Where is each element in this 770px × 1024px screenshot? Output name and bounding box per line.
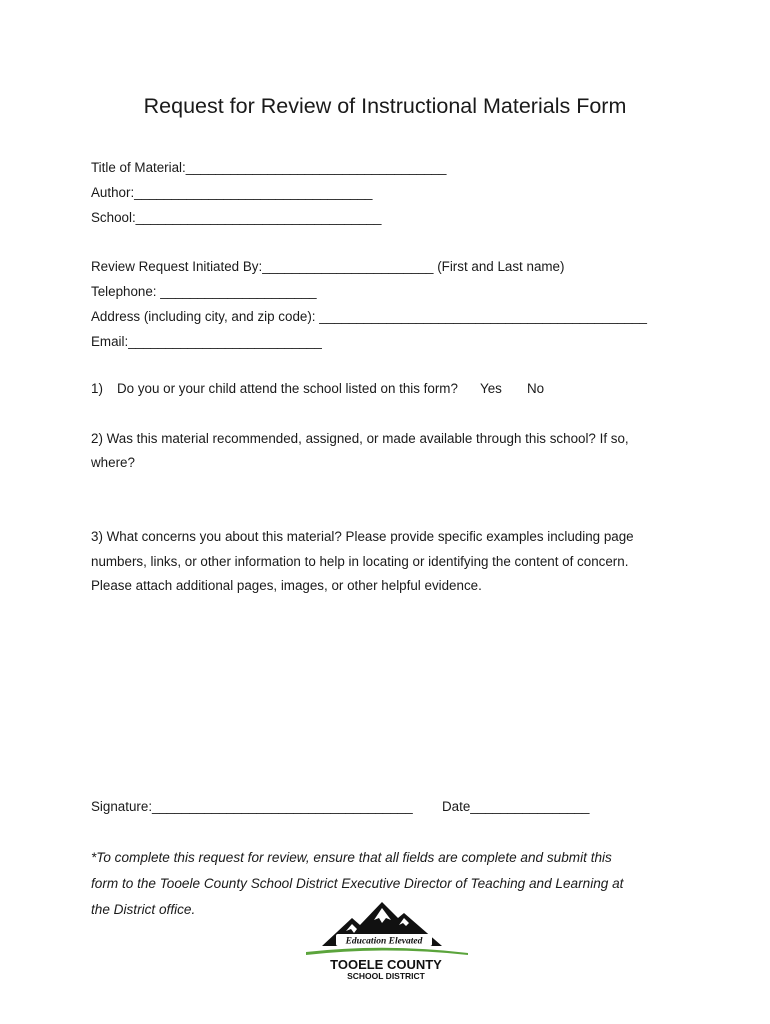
instructions-line-1: *To complete this request for review, ensure that all fields are complete and submit this: [91, 850, 612, 865]
logo-name-line-1: TOOELE COUNTY: [330, 957, 442, 972]
instructions-line-3: the District office.: [91, 902, 196, 917]
title-of-material-field[interactable]: Title of Material:___________________________________: [91, 160, 447, 175]
question-1-number: 1): [91, 381, 103, 396]
telephone-field[interactable]: Telephone: _____________________: [91, 284, 317, 299]
date-field[interactable]: Date________________: [442, 799, 590, 814]
signature-field[interactable]: Signature:___________________________________: [91, 799, 413, 814]
district-logo: [300, 898, 472, 984]
logo-tagline: Education Elevated: [345, 936, 423, 947]
page-title: Request for Review of Instructional Materials Form: [143, 94, 627, 118]
school-field[interactable]: School:_________________________________: [91, 210, 382, 225]
question-1-no-option[interactable]: No: [527, 381, 545, 396]
question-1-text: Do you or your child attend the school listed on this form?: [117, 381, 458, 396]
question-3-line-1: 3) What concerns you about this material? Please provide specific examples including page: [91, 529, 634, 544]
address-field[interactable]: Address (including city, and zip code): ____________________________________________: [91, 309, 647, 324]
question-2-line-2: where?: [91, 455, 135, 470]
green-swoosh-icon: [306, 948, 468, 955]
question-2-line-1: 2) Was this material recommended, assigned, or made available through this school? If so,: [91, 431, 629, 446]
email-field[interactable]: Email:__________________________: [91, 334, 322, 349]
question-1-yes-option[interactable]: Yes: [480, 381, 502, 396]
initiated-by-field[interactable]: Review Request Initiated By:_______________________ (First and Last name): [91, 259, 565, 274]
question-3-line-3: Please attach additional pages, images, or other helpful evidence.: [91, 578, 482, 593]
logo-name-line-2: SCHOOL DISTRICT: [347, 971, 425, 981]
author-field[interactable]: Author:________________________________: [91, 185, 373, 200]
instructions-line-2: form to the Tooele County School District Executive Director of Teaching and Learning at: [91, 876, 624, 891]
question-3-line-2: numbers, links, or other information to help in locating or identifying the content of concern.: [91, 554, 629, 569]
